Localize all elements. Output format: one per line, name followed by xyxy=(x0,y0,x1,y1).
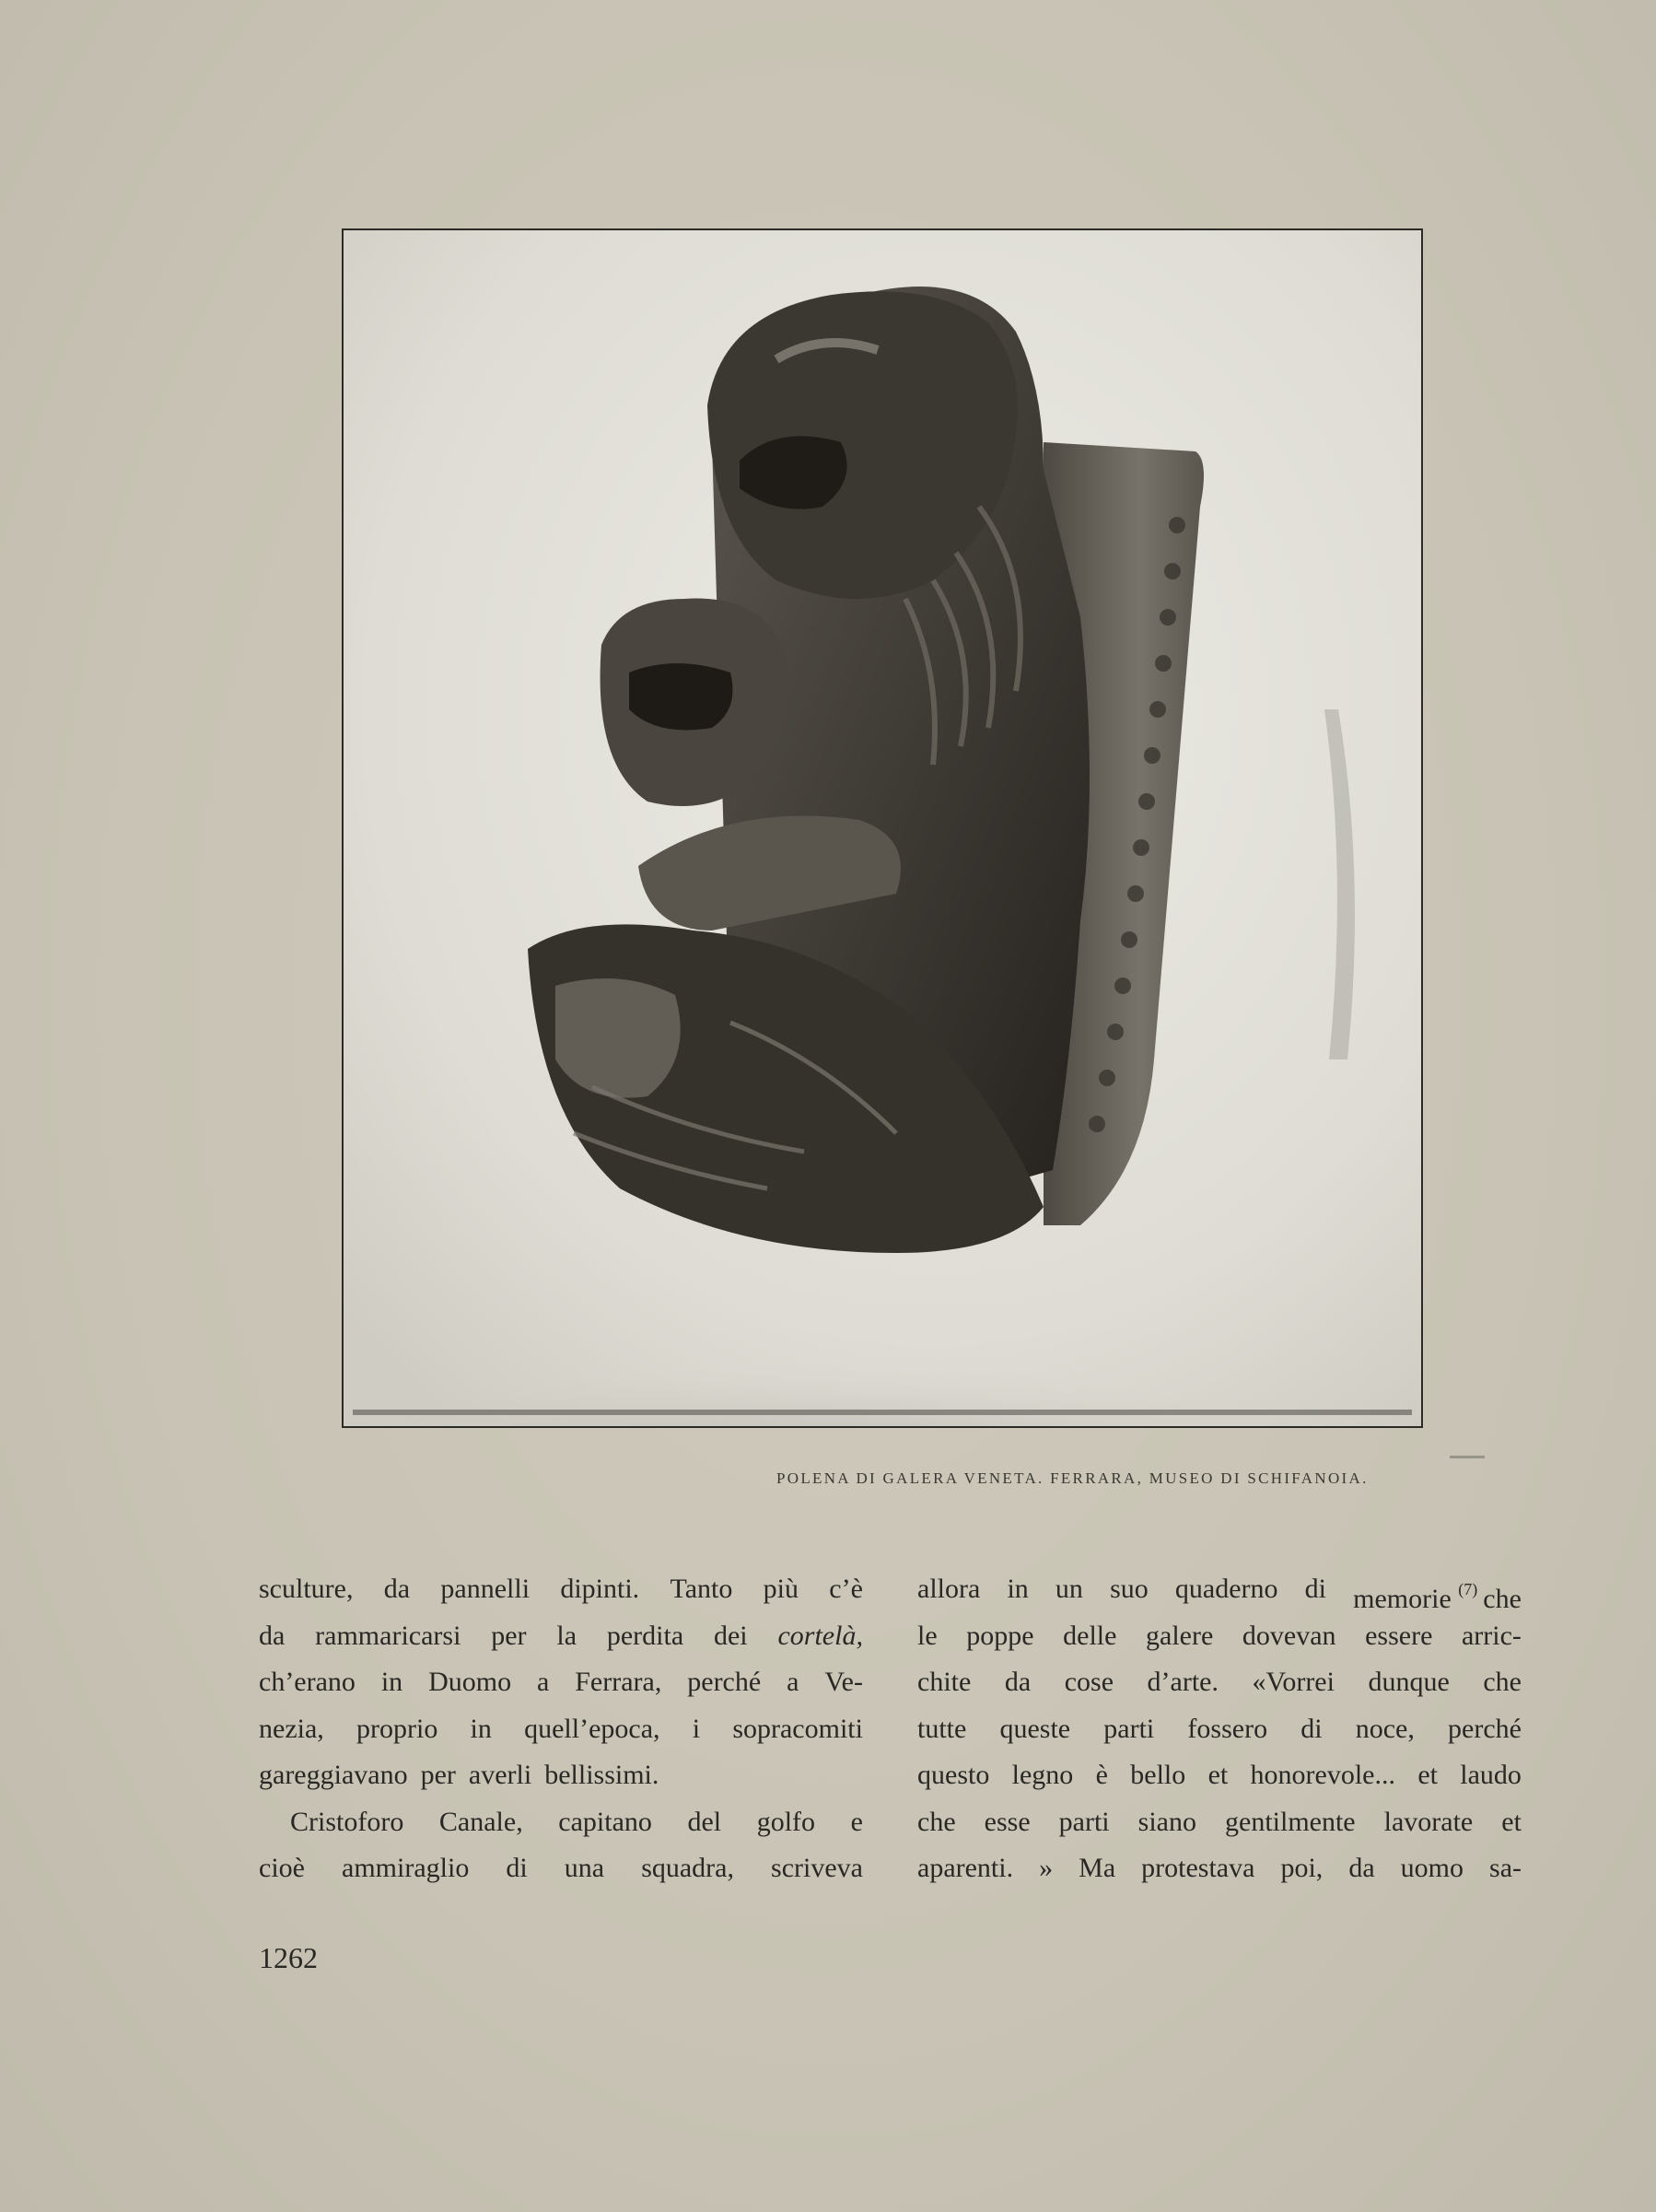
figure-caption: POLENA DI GALERA VENETA. FERRARA, MUSEO DI SCHIFANOIA. xyxy=(776,1469,1369,1487)
text-line: nezia, proprio in quell’epoca, i sopracomiti xyxy=(259,1713,863,1744)
lion-sculpture-photo-icon xyxy=(344,230,1421,1426)
page-number: 1262 xyxy=(259,1941,318,1974)
text-line: chite da cose d’arte. «Vorrei dunque che xyxy=(917,1667,1522,1697)
text-line: gareggiavano per averli bellissimi. xyxy=(259,1760,659,1790)
text-line: che esse parti siano gentilmente lavorate et xyxy=(917,1806,1522,1837)
text-line: le poppe delle galere dovevan essere arric- xyxy=(917,1620,1522,1651)
text-line: questo legno è bello et honorevole... et laudo xyxy=(917,1760,1522,1790)
text-line: tutte queste parti fossero di noce, perché xyxy=(917,1713,1522,1744)
text-line: da rammaricarsi per la perdita dei cortelà, xyxy=(259,1620,863,1651)
plate-mark xyxy=(1450,1456,1485,1458)
text-column-left xyxy=(259,1566,863,1892)
text-line: allora in un suo quaderno di memorie $^{(7)}$ che xyxy=(917,1574,1522,1614)
text-line: sculture, da pannelli dipinti. Tanto più c’è xyxy=(259,1574,863,1604)
text-line: cioè ammiraglio di una squadra, scriveva xyxy=(259,1853,863,1883)
text-column-right xyxy=(917,1566,1522,1892)
figure-plate xyxy=(342,228,1423,1428)
footnote-ref: (7) xyxy=(1458,1580,1478,1598)
text-line: aparenti. » Ma protestava poi, da uomo sa- xyxy=(917,1853,1522,1883)
text-line: ch’erano in Duomo a Ferrara, perché a Ve- xyxy=(259,1667,863,1697)
text-line: Cristoforo Canale, capitano del golfo e xyxy=(290,1806,863,1837)
